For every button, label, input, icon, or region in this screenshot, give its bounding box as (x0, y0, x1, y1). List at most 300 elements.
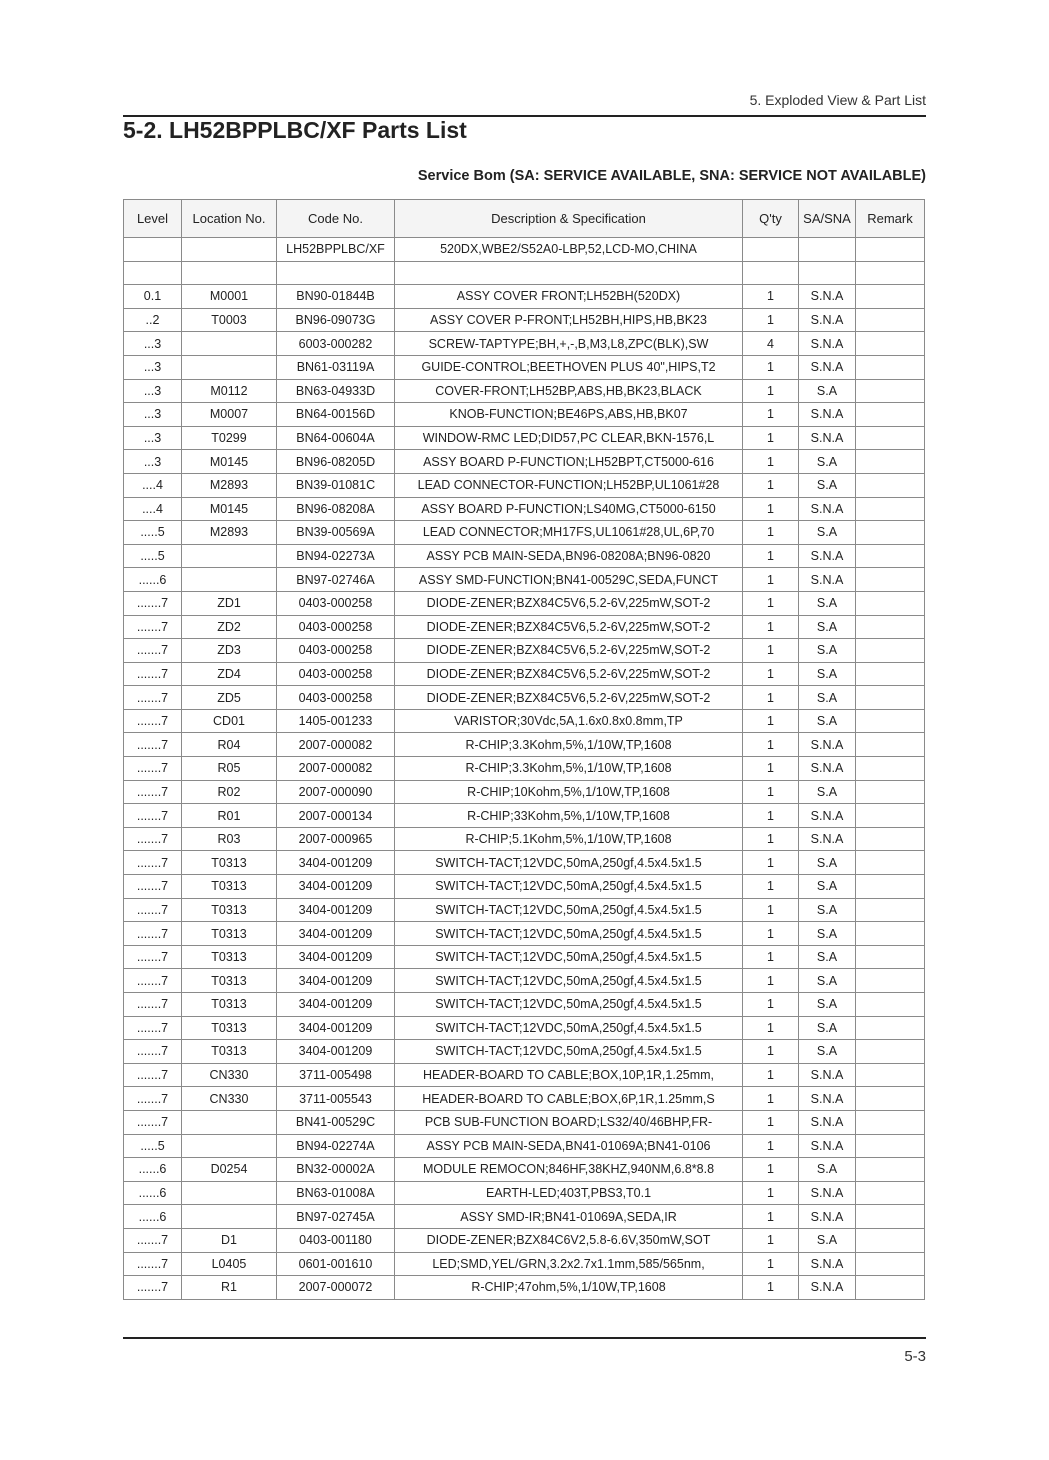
table-row (124, 1016, 925, 1040)
column-header: Remark (856, 200, 925, 238)
location-cell (182, 1181, 277, 1205)
description-cell: LEAD CONNECTOR;MH17FS,UL1061#28,UL,6P,70 (395, 521, 743, 545)
remark-cell (856, 308, 925, 332)
location-cell: ZD4 (182, 662, 277, 686)
code-cell: BN64-00156D (277, 403, 395, 427)
level-cell: ...3 (124, 450, 182, 474)
description-cell: WINDOW-RMC LED;DID57,PC CLEAR,BKN-1576,L (395, 426, 743, 450)
location-cell: M0112 (182, 379, 277, 403)
remark-cell (856, 757, 925, 781)
service-cell: S.N.A (799, 804, 856, 828)
table-row (124, 993, 925, 1017)
description-cell: COVER-FRONT;LH52BP,ABS,HB,BK23,BLACK (395, 379, 743, 403)
table-row (124, 1040, 925, 1064)
table-row (124, 426, 925, 450)
code-cell (277, 261, 395, 285)
description-cell: ASSY BOARD P-FUNCTION;LH52BPT,CT5000-616 (395, 450, 743, 474)
table-row (124, 662, 925, 686)
remark-cell (856, 1134, 925, 1158)
code-cell: BN63-01008A (277, 1181, 395, 1205)
description-cell: R-CHIP;3.3Kohm,5%,1/10W,TP,1608 (395, 757, 743, 781)
description-cell: SWITCH-TACT;12VDC,50mA,250gf,4.5x4.5x1.5 (395, 993, 743, 1017)
table-row (124, 969, 925, 993)
remark-cell (856, 1276, 925, 1300)
location-cell: M0001 (182, 285, 277, 309)
service-cell: S.N.A (799, 1252, 856, 1276)
level-cell: .......7 (124, 1016, 182, 1040)
service-cell: S.A (799, 1228, 856, 1252)
table-row (124, 1110, 925, 1134)
location-cell: R03 (182, 827, 277, 851)
code-cell: BN96-09073G (277, 308, 395, 332)
qty-cell: 1 (743, 355, 799, 379)
level-cell: .......7 (124, 615, 182, 639)
table-row (124, 238, 925, 262)
description-cell: SWITCH-TACT;12VDC,50mA,250gf,4.5x4.5x1.5 (395, 969, 743, 993)
level-cell: .......7 (124, 851, 182, 875)
service-cell: S.A (799, 709, 856, 733)
page-title: 5-2. LH52BPPLBC/XF Parts List (123, 117, 467, 143)
level-cell: ......6 (124, 568, 182, 592)
section-header: 5. Exploded View & Part List (749, 92, 926, 108)
qty-cell: 1 (743, 473, 799, 497)
level-cell: .......7 (124, 804, 182, 828)
remark-cell (856, 662, 925, 686)
level-cell: ...3 (124, 426, 182, 450)
location-cell: R1 (182, 1276, 277, 1300)
level-cell: .......7 (124, 827, 182, 851)
table-row (124, 332, 925, 356)
qty-cell: 1 (743, 733, 799, 757)
description-cell: R-CHIP;33Kohm,5%,1/10W,TP,1608 (395, 804, 743, 828)
code-cell: BN96-08205D (277, 450, 395, 474)
location-cell: T0313 (182, 1040, 277, 1064)
table-row (124, 1252, 925, 1276)
level-cell: .......7 (124, 945, 182, 969)
table-row (124, 1087, 925, 1111)
remark-cell (856, 639, 925, 663)
level-cell (124, 261, 182, 285)
level-cell: .......7 (124, 1110, 182, 1134)
qty-cell: 1 (743, 1016, 799, 1040)
remark-cell (856, 332, 925, 356)
qty-cell: 1 (743, 1252, 799, 1276)
service-bom-legend: Service Bom (SA: SERVICE AVAILABLE, SNA: SERVICE NOT AVAILABLE) (417, 168, 926, 184)
remark-cell (856, 379, 925, 403)
description-cell: DIODE-ZENER;BZX84C5V6,5.2-6V,225mW,SOT-2 (395, 591, 743, 615)
qty-cell: 1 (743, 450, 799, 474)
remark-cell (856, 993, 925, 1017)
service-cell: S.A (799, 993, 856, 1017)
table-row (124, 261, 925, 285)
remark-cell (856, 733, 925, 757)
code-cell: BN97-02746A (277, 568, 395, 592)
column-header: Q'ty (743, 200, 799, 238)
service-cell: S.A (799, 875, 856, 899)
description-cell: DIODE-ZENER;BZX84C5V6,5.2-6V,225mW,SOT-2 (395, 639, 743, 663)
qty-cell: 1 (743, 945, 799, 969)
service-cell: S.N.A (799, 1063, 856, 1087)
table-row (124, 308, 925, 332)
qty-cell: 1 (743, 1110, 799, 1134)
location-cell (182, 355, 277, 379)
description-cell: ASSY COVER FRONT;LH52BH(520DX) (395, 285, 743, 309)
service-cell: S.N.A (799, 1087, 856, 1111)
qty-cell: 1 (743, 1228, 799, 1252)
qty-cell: 1 (743, 285, 799, 309)
qty-cell: 1 (743, 780, 799, 804)
table-row (124, 1205, 925, 1229)
service-cell: S.N.A (799, 757, 856, 781)
code-cell: BN39-00569A (277, 521, 395, 545)
level-cell (124, 238, 182, 262)
level-cell: .......7 (124, 1063, 182, 1087)
code-cell: BN39-01081C (277, 473, 395, 497)
table-row (124, 1181, 925, 1205)
column-header: Description & Specification (395, 200, 743, 238)
level-cell: .......7 (124, 969, 182, 993)
service-cell: S.N.A (799, 1276, 856, 1300)
description-cell: SWITCH-TACT;12VDC,50mA,250gf,4.5x4.5x1.5 (395, 1040, 743, 1064)
description-cell: SWITCH-TACT;12VDC,50mA,250gf,4.5x4.5x1.5 (395, 851, 743, 875)
qty-cell: 1 (743, 1087, 799, 1111)
column-header: Code No. (277, 200, 395, 238)
qty-cell: 1 (743, 639, 799, 663)
remark-cell (856, 544, 925, 568)
service-cell: S.N.A (799, 497, 856, 521)
code-cell: BN61-03119A (277, 355, 395, 379)
description-cell: DIODE-ZENER;BZX84C5V6,5.2-6V,225mW,SOT-2 (395, 662, 743, 686)
remark-cell (856, 1087, 925, 1111)
table-row (124, 1276, 925, 1300)
table-row (124, 473, 925, 497)
code-cell: BN94-02274A (277, 1134, 395, 1158)
code-cell: 0403-000258 (277, 639, 395, 663)
level-cell: ......6 (124, 1205, 182, 1229)
remark-cell (856, 568, 925, 592)
remark-cell (856, 238, 925, 262)
service-cell: S.A (799, 686, 856, 710)
service-cell: S.N.A (799, 568, 856, 592)
code-cell: 3404-001209 (277, 898, 395, 922)
location-cell (182, 544, 277, 568)
qty-cell (743, 238, 799, 262)
location-cell: T0313 (182, 945, 277, 969)
remark-cell (856, 922, 925, 946)
remark-cell (856, 426, 925, 450)
code-cell: BN63-04933D (277, 379, 395, 403)
table-header-row (124, 200, 925, 238)
description-cell: VARISTOR;30Vdc,5A,1.6x0.8x0.8mm,TP (395, 709, 743, 733)
table-row (124, 780, 925, 804)
remark-cell (856, 591, 925, 615)
location-cell: ZD3 (182, 639, 277, 663)
level-cell: .......7 (124, 1040, 182, 1064)
table-row (124, 544, 925, 568)
qty-cell: 1 (743, 1040, 799, 1064)
description-cell: LEAD CONNECTOR-FUNCTION;LH52BP,UL1061#28 (395, 473, 743, 497)
remark-cell (856, 285, 925, 309)
service-cell: S.N.A (799, 1134, 856, 1158)
code-cell: 0403-000258 (277, 615, 395, 639)
level-cell: 0.1 (124, 285, 182, 309)
table-row (124, 285, 925, 309)
code-cell: 2007-000090 (277, 780, 395, 804)
description-cell: SCREW-TAPTYPE;BH,+,-,B,M3,L8,ZPC(BLK),SW (395, 332, 743, 356)
table-row (124, 615, 925, 639)
code-cell: 2007-000082 (277, 757, 395, 781)
location-cell: M0145 (182, 497, 277, 521)
description-cell: EARTH-LED;403T,PBS3,T0.1 (395, 1181, 743, 1205)
column-header: SA/SNA (799, 200, 856, 238)
table-row (124, 945, 925, 969)
service-cell: S.A (799, 1040, 856, 1064)
code-cell: BN94-02273A (277, 544, 395, 568)
service-cell: S.N.A (799, 733, 856, 757)
code-cell: 0403-000258 (277, 662, 395, 686)
code-cell: 2007-000965 (277, 827, 395, 851)
qty-cell: 1 (743, 1276, 799, 1300)
description-cell: SWITCH-TACT;12VDC,50mA,250gf,4.5x4.5x1.5 (395, 875, 743, 899)
code-cell: 0403-000258 (277, 686, 395, 710)
description-cell: DIODE-ZENER;BZX84C6V2,5.8-6.6V,350mW,SOT (395, 1228, 743, 1252)
table-row (124, 568, 925, 592)
table-row (124, 521, 925, 545)
level-cell: .......7 (124, 1087, 182, 1111)
level-cell: .......7 (124, 922, 182, 946)
table-row (124, 827, 925, 851)
description-cell: GUIDE-CONTROL;BEETHOVEN PLUS 40",HIPS,T2 (395, 355, 743, 379)
table-row (124, 733, 925, 757)
level-cell: .......7 (124, 639, 182, 663)
description-cell: R-CHIP;3.3Kohm,5%,1/10W,TP,1608 (395, 733, 743, 757)
qty-cell: 1 (743, 969, 799, 993)
service-cell: S.A (799, 450, 856, 474)
level-cell: .....5 (124, 1134, 182, 1158)
level-cell: .....5 (124, 521, 182, 545)
parts-table-body (124, 238, 925, 1300)
level-cell: ......6 (124, 1158, 182, 1182)
qty-cell: 1 (743, 403, 799, 427)
code-cell: 0403-000258 (277, 591, 395, 615)
qty-cell: 1 (743, 1158, 799, 1182)
level-cell: .......7 (124, 686, 182, 710)
table-row (124, 875, 925, 899)
level-cell: ......6 (124, 1181, 182, 1205)
qty-cell: 1 (743, 426, 799, 450)
table-row (124, 851, 925, 875)
code-cell: BN96-08208A (277, 497, 395, 521)
location-cell: R01 (182, 804, 277, 828)
location-cell: M0145 (182, 450, 277, 474)
level-cell: .......7 (124, 1252, 182, 1276)
service-cell: S.A (799, 780, 856, 804)
qty-cell: 1 (743, 827, 799, 851)
remark-cell (856, 1205, 925, 1229)
level-cell: .......7 (124, 1228, 182, 1252)
description-cell (395, 261, 743, 285)
table-row (124, 355, 925, 379)
location-cell: R04 (182, 733, 277, 757)
qty-cell: 4 (743, 332, 799, 356)
location-cell: T0313 (182, 922, 277, 946)
qty-cell: 1 (743, 804, 799, 828)
description-cell: KNOB-FUNCTION;BE46PS,ABS,HB,BK07 (395, 403, 743, 427)
location-cell: ZD1 (182, 591, 277, 615)
service-cell: S.A (799, 898, 856, 922)
code-cell: 3404-001209 (277, 922, 395, 946)
table-row (124, 709, 925, 733)
level-cell: .......7 (124, 709, 182, 733)
location-cell: T0003 (182, 308, 277, 332)
service-cell: S.A (799, 473, 856, 497)
service-cell: S.A (799, 969, 856, 993)
level-cell: ....4 (124, 473, 182, 497)
location-cell: T0313 (182, 993, 277, 1017)
code-cell: 0601-001610 (277, 1252, 395, 1276)
description-cell: SWITCH-TACT;12VDC,50mA,250gf,4.5x4.5x1.5 (395, 898, 743, 922)
description-cell: DIODE-ZENER;BZX84C5V6,5.2-6V,225mW,SOT-2 (395, 615, 743, 639)
location-cell: L0405 (182, 1252, 277, 1276)
remark-cell (856, 1110, 925, 1134)
level-cell: .....5 (124, 544, 182, 568)
qty-cell: 1 (743, 1134, 799, 1158)
description-cell: SWITCH-TACT;12VDC,50mA,250gf,4.5x4.5x1.5 (395, 922, 743, 946)
code-cell: 3711-005543 (277, 1087, 395, 1111)
code-cell: 3404-001209 (277, 875, 395, 899)
description-cell: HEADER-BOARD TO CABLE;BOX,10P,1R,1.25mm, (395, 1063, 743, 1087)
location-cell: M0007 (182, 403, 277, 427)
remark-cell (856, 969, 925, 993)
description-cell: ASSY PCB MAIN-SEDA,BN41-01069A;BN41-0106 (395, 1134, 743, 1158)
service-cell: S.N.A (799, 1110, 856, 1134)
code-cell: BN90-01844B (277, 285, 395, 309)
location-cell (182, 1134, 277, 1158)
code-cell: 3404-001209 (277, 1040, 395, 1064)
description-cell: R-CHIP;10Kohm,5%,1/10W,TP,1608 (395, 780, 743, 804)
service-cell: S.N.A (799, 544, 856, 568)
remark-cell (856, 875, 925, 899)
table-row (124, 1134, 925, 1158)
service-cell: S.A (799, 1016, 856, 1040)
location-cell: T0313 (182, 1016, 277, 1040)
level-cell: .......7 (124, 993, 182, 1017)
service-cell: S.N.A (799, 403, 856, 427)
qty-cell: 1 (743, 851, 799, 875)
level-cell: .......7 (124, 757, 182, 781)
description-cell: SWITCH-TACT;12VDC,50mA,250gf,4.5x4.5x1.5 (395, 1016, 743, 1040)
table-row (124, 639, 925, 663)
location-cell: M2893 (182, 473, 277, 497)
qty-cell: 1 (743, 379, 799, 403)
remark-cell (856, 827, 925, 851)
remark-cell (856, 450, 925, 474)
service-cell: S.A (799, 521, 856, 545)
location-cell: ZD5 (182, 686, 277, 710)
location-cell: T0313 (182, 851, 277, 875)
remark-cell (856, 780, 925, 804)
table-row (124, 922, 925, 946)
parts-list-table (123, 199, 925, 1300)
service-cell: S.A (799, 1158, 856, 1182)
location-cell (182, 238, 277, 262)
location-cell (182, 1205, 277, 1229)
table-row (124, 450, 925, 474)
description-cell: R-CHIP;5.1Kohm,5%,1/10W,TP,1608 (395, 827, 743, 851)
qty-cell: 1 (743, 1063, 799, 1087)
remark-cell (856, 804, 925, 828)
remark-cell (856, 615, 925, 639)
table-row (124, 497, 925, 521)
code-cell: 1405-001233 (277, 709, 395, 733)
location-cell: T0299 (182, 426, 277, 450)
description-cell: MODULE REMOCON;846HF,38KHZ,940NM,6.8*8.8 (395, 1158, 743, 1182)
service-cell: S.A (799, 851, 856, 875)
qty-cell (743, 261, 799, 285)
location-cell: T0313 (182, 969, 277, 993)
code-cell: 3404-001209 (277, 969, 395, 993)
qty-cell: 1 (743, 709, 799, 733)
service-cell: S.N.A (799, 827, 856, 851)
service-cell: S.N.A (799, 1205, 856, 1229)
table-row (124, 591, 925, 615)
level-cell: .......7 (124, 875, 182, 899)
code-cell: 3404-001209 (277, 1016, 395, 1040)
code-cell: 3404-001209 (277, 851, 395, 875)
service-cell: S.N.A (799, 308, 856, 332)
remark-cell (856, 1063, 925, 1087)
location-cell (182, 1110, 277, 1134)
remark-cell (856, 1228, 925, 1252)
remark-cell (856, 521, 925, 545)
service-cell: S.A (799, 615, 856, 639)
column-header: Level (124, 200, 182, 238)
remark-cell (856, 709, 925, 733)
service-cell: S.N.A (799, 1181, 856, 1205)
remark-cell (856, 261, 925, 285)
description-cell: ASSY SMD-FUNCTION;BN41-00529C,SEDA,FUNCT (395, 568, 743, 592)
level-cell: ....4 (124, 497, 182, 521)
code-cell: 2007-000072 (277, 1276, 395, 1300)
remark-cell (856, 1158, 925, 1182)
qty-cell: 1 (743, 922, 799, 946)
service-cell: S.A (799, 945, 856, 969)
remark-cell (856, 1040, 925, 1064)
description-cell: PCB SUB-FUNCTION BOARD;LS32/40/46BHP,FR- (395, 1110, 743, 1134)
level-cell: ...3 (124, 379, 182, 403)
remark-cell (856, 898, 925, 922)
location-cell: CN330 (182, 1087, 277, 1111)
remark-cell (856, 1181, 925, 1205)
description-cell: DIODE-ZENER;BZX84C5V6,5.2-6V,225mW,SOT-2 (395, 686, 743, 710)
code-cell: BN64-00604A (277, 426, 395, 450)
location-cell (182, 332, 277, 356)
remark-cell (856, 851, 925, 875)
qty-cell: 1 (743, 898, 799, 922)
level-cell: .......7 (124, 1276, 182, 1300)
description-cell: ASSY COVER P-FRONT;LH52BH,HIPS,HB,BK23 (395, 308, 743, 332)
remark-cell (856, 355, 925, 379)
level-cell: .......7 (124, 662, 182, 686)
service-cell: S.A (799, 922, 856, 946)
qty-cell: 1 (743, 1205, 799, 1229)
code-cell: BN32-00002A (277, 1158, 395, 1182)
code-cell: 6003-000282 (277, 332, 395, 356)
qty-cell: 1 (743, 521, 799, 545)
table-row (124, 757, 925, 781)
description-cell: ASSY BOARD P-FUNCTION;LS40MG,CT5000-6150 (395, 497, 743, 521)
location-cell: D1 (182, 1228, 277, 1252)
